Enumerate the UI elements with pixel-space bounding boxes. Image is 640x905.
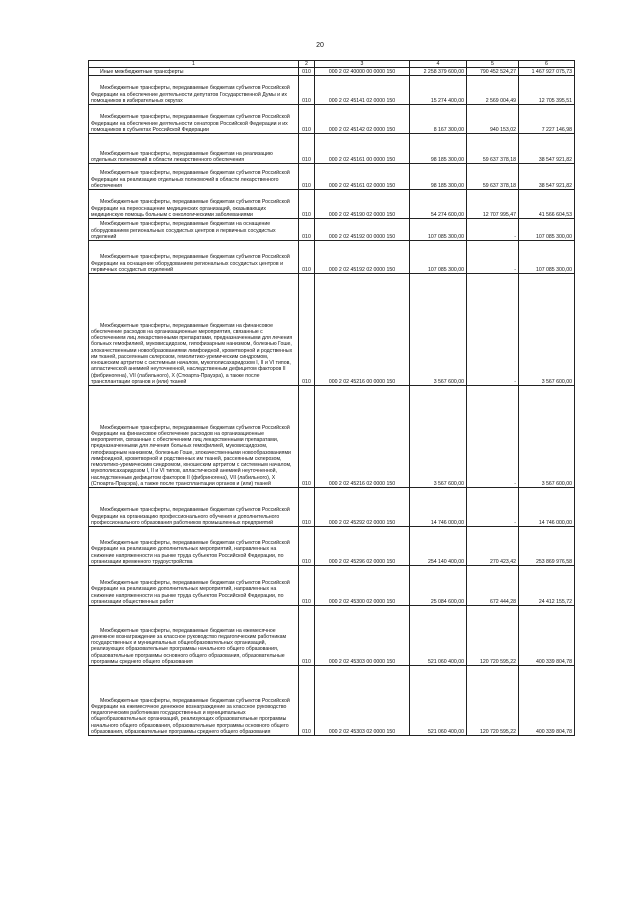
- row-unexecuted-cell: 253 869 976,58: [519, 527, 575, 566]
- row-code-cell: 010: [299, 190, 315, 219]
- table-row: [89, 105, 575, 134]
- row-kbk-cell: 000 2 02 45303 02 0000 150: [315, 666, 410, 736]
- row-approved-cell: 521 060 400,00: [410, 666, 467, 736]
- column-number-5: 5: [467, 61, 519, 68]
- row-executed-cell: -: [467, 241, 519, 274]
- row-executed-cell: 120 720 595,22: [467, 666, 519, 736]
- table-row: [89, 190, 575, 219]
- table-row: [89, 68, 575, 76]
- row-kbk-cell: 000 2 02 45141 02 0000 150: [315, 76, 410, 105]
- row-unexecuted-cell: 14 746 000,00: [519, 488, 575, 527]
- table-row: [89, 241, 575, 274]
- table-row: [89, 134, 575, 164]
- row-unexecuted-cell: 3 567 600,00: [519, 386, 575, 488]
- row-executed-cell: 2 569 004,49: [467, 76, 519, 105]
- table-row: [89, 666, 575, 736]
- row-name-cell: Межбюджетные трансферты, передаваемые бюджетам субъектов Российской Федерации на реализацию отдельных полномочий в области лекарственного обеспечения: [89, 164, 299, 190]
- row-name-cell: Межбюджетные трансферты, передаваемые бюджетам субъектов Российской Федерации на обеспечение деятельности сенаторов Российской Федерации и их помощников в субъектах Российской Федерации: [89, 105, 299, 134]
- row-kbk-cell: 000 2 02 45216 02 0000 150: [315, 386, 410, 488]
- row-unexecuted-cell: 107 085 300,00: [519, 241, 575, 274]
- row-code-cell: 010: [299, 68, 315, 76]
- table-row: [89, 386, 575, 488]
- row-approved-cell: 521 060 400,00: [410, 606, 467, 666]
- row-unexecuted-cell: 7 227 146,98: [519, 105, 575, 134]
- table-row: [89, 527, 575, 566]
- row-executed-cell: 270 423,42: [467, 527, 519, 566]
- row-name-cell: Межбюджетные трансферты, передаваемые бюджетам на оснащение оборудованием региональных сосудистых центров и первичных сосудистых отделений: [89, 219, 299, 241]
- row-kbk-cell: 000 2 02 45300 02 0000 150: [315, 566, 410, 606]
- column-number-row: [89, 61, 575, 68]
- table-row: [89, 76, 575, 105]
- table-row: [89, 219, 575, 241]
- table-row: [89, 488, 575, 527]
- row-code-cell: 010: [299, 386, 315, 488]
- row-code-cell: 010: [299, 105, 315, 134]
- row-code-cell: 010: [299, 219, 315, 241]
- row-unexecuted-cell: 38 547 921,82: [519, 134, 575, 164]
- row-approved-cell: 15 274 400,00: [410, 76, 467, 105]
- row-executed-cell: 790 452 524,27: [467, 68, 519, 76]
- row-name-cell: Межбюджетные трансферты, передаваемые бюджетам на финансовое обеспечение расходов на организационные мероприятия, связанные с обеспечением лиц лекарственными препаратами, предназначенными для лечения больных гемофилией, муковисцидозом, гипофизарным нанизмом, болезнью Гоше, злокачественными новообразованиями лимфоидной, кроветворной и родственных им тканей, рассеянным склерозом, гемолитико-уремическим синдромом, юношеским артритом с системным началом, мукополисахаридозом I, II и VI типов, апластической анемией неуточненной, наследственным дефицитом факторов II (фибриногена), VII (лабильного), X (Стюарта-Прауэра), а также после трансплантации органов и (или) тканей: [89, 274, 299, 386]
- column-number-1: 1: [89, 61, 299, 68]
- row-unexecuted-cell: 12 705 395,51: [519, 76, 575, 105]
- column-number-3: 3: [315, 61, 410, 68]
- row-unexecuted-cell: 400 339 804,78: [519, 606, 575, 666]
- row-code-cell: 010: [299, 134, 315, 164]
- row-unexecuted-cell: 3 567 600,00: [519, 274, 575, 386]
- row-approved-cell: 107 085 300,00: [410, 241, 467, 274]
- row-code-cell: 010: [299, 606, 315, 666]
- row-executed-cell: 672 444,28: [467, 566, 519, 606]
- table-row: [89, 164, 575, 190]
- row-approved-cell: 54 274 600,00: [410, 190, 467, 219]
- row-executed-cell: -: [467, 386, 519, 488]
- table-row: [89, 274, 575, 386]
- row-code-cell: 010: [299, 274, 315, 386]
- row-name-cell: Межбюджетные трансферты, передаваемые бюджетам субъектов Российской Федерации на финансовое обеспечение расходов на организационные мероприятия, связанные с обеспечением лиц лекарственными препаратами, предназначенными для лечения больных гемофилией, муковисцидозом, гипофизарным нанизмом, болезнью Гоше, злокачественными новообразованиями лимфоидной, кроветворной и родственных им тканей, рассеянным склерозом, гемолитико-уремическим синдромом, юношеским артритом с системным началом, мукополисахаридозом I, II и VI типов, апластической анемией неуточненной, наследственным дефицитом факторов II (фибриногена), VII (лабильного), X (Стюарта-Прауэра), а также после трансплантации органов и (или) тканей: [89, 386, 299, 488]
- row-kbk-cell: 000 2 02 45303 00 0000 150: [315, 606, 410, 666]
- row-code-cell: 010: [299, 527, 315, 566]
- table-row: [89, 566, 575, 606]
- row-unexecuted-cell: 41 566 604,53: [519, 190, 575, 219]
- row-name-cell: Межбюджетные трансферты, передаваемые бюджетам субъектов Российской Федерации на реализацию дополнительных мероприятий, направленных на снижение напряженности на рынке труда субъектов Российской Федерации, по организации общественных работ: [89, 566, 299, 606]
- row-approved-cell: 3 567 600,00: [410, 274, 467, 386]
- row-executed-cell: 120 720 595,22: [467, 606, 519, 666]
- row-unexecuted-cell: 24 412 155,72: [519, 566, 575, 606]
- row-approved-cell: 98 185 300,00: [410, 164, 467, 190]
- row-name-cell: Межбюджетные трансферты, передаваемые бюджетам на ежемесячное денежное вознаграждение за классное руководство педагогическим работникам государственных и муниципальных общеобразовательных организаций, реализующих образовательные программы начального общего образования, образовательные программы основного общего образования, образовательные программы среднего общего образования: [89, 606, 299, 666]
- row-code-cell: 010: [299, 566, 315, 606]
- row-executed-cell: -: [467, 219, 519, 241]
- row-executed-cell: 940 153,02: [467, 105, 519, 134]
- row-name-cell: Межбюджетные трансферты, передаваемые бюджетам субъектов Российской Федерации на организацию профессионального обучения и дополнительного профессионального образования работников промышленных предприятий: [89, 488, 299, 527]
- row-code-cell: 010: [299, 76, 315, 105]
- row-approved-cell: 8 167 300,00: [410, 105, 467, 134]
- row-kbk-cell: 000 2 02 45190 02 0000 150: [315, 190, 410, 219]
- row-unexecuted-cell: 1 467 927 075,73: [519, 68, 575, 76]
- report-table-body: [89, 61, 575, 736]
- row-approved-cell: 3 567 600,00: [410, 386, 467, 488]
- row-name-cell: Межбюджетные трансферты, передаваемые бюджетам субъектов Российской Федерации на ежемесячное денежное вознаграждение за классное руководство педагогическим работникам государственных и муниципальных общеобразовательных организаций, реализующих образовательные программы начального общего образования, образовательные программы основного общего образования, образовательные программы среднего общего образования: [89, 666, 299, 736]
- row-name-cell: Межбюджетные трансферты, передаваемые бюджетам субъектов Российской Федерации на переоснащение медицинских организаций, оказывающих медицинскую помощь больным с онкологическими заболеваниями: [89, 190, 299, 219]
- column-number-4: 4: [410, 61, 467, 68]
- row-approved-cell: 254 140 400,00: [410, 527, 467, 566]
- row-code-cell: 010: [299, 164, 315, 190]
- column-number-6: 6: [519, 61, 575, 68]
- row-unexecuted-cell: 107 085 300,00: [519, 219, 575, 241]
- page-number: 20: [316, 42, 324, 49]
- row-kbk-cell: 000 2 02 45142 02 0000 150: [315, 105, 410, 134]
- row-name-cell: Межбюджетные трансферты, передаваемые бюджетам субъектов Российской Федерации на реализацию дополнительных мероприятий, направленных на снижение напряженности на рынке труда субъектов Российской Федерации, по организации временного трудоустройства: [89, 527, 299, 566]
- row-kbk-cell: 000 2 02 45192 02 0000 150: [315, 241, 410, 274]
- row-code-cell: 010: [299, 241, 315, 274]
- row-kbk-cell: 000 2 02 45192 00 0000 150: [315, 219, 410, 241]
- row-executed-cell: 59 637 378,18: [467, 164, 519, 190]
- row-approved-cell: 14 746 000,00: [410, 488, 467, 527]
- row-kbk-cell: 000 2 02 45296 02 0000 150: [315, 527, 410, 566]
- table-row: [89, 606, 575, 666]
- row-executed-cell: 12 707 995,47: [467, 190, 519, 219]
- row-kbk-cell: 000 2 02 45292 02 0000 150: [315, 488, 410, 527]
- row-kbk-cell: 000 2 02 45161 02 0000 150: [315, 164, 410, 190]
- column-number-2: 2: [299, 61, 315, 68]
- row-code-cell: 010: [299, 666, 315, 736]
- row-approved-cell: 107 085 300,00: [410, 219, 467, 241]
- report-table: [88, 60, 575, 736]
- row-executed-cell: -: [467, 488, 519, 527]
- row-kbk-cell: 000 2 02 40000 00 0000 150: [315, 68, 410, 76]
- row-name-cell: Межбюджетные трансферты, передаваемые бюджетам субъектов Российской Федерации на обеспечение деятельности депутатов Государственной Думы и их помощников в избирательных округах: [89, 76, 299, 105]
- row-executed-cell: -: [467, 274, 519, 386]
- row-name-cell: Межбюджетные трансферты, передаваемые бюджетам субъектов Российской Федерации на оснащение оборудованием региональных сосудистых центров и первичных сосудистых отделений: [89, 241, 299, 274]
- row-unexecuted-cell: 400 339 804,78: [519, 666, 575, 736]
- row-name-cell: Иные межбюджетные трансферты: [89, 68, 299, 76]
- row-approved-cell: 98 185 300,00: [410, 134, 467, 164]
- row-name-cell: Межбюджетные трансферты, передаваемые бюджетам на реализацию отдельных полномочий в области лекарственного обеспечения: [89, 134, 299, 164]
- row-approved-cell: 2 258 379 600,00: [410, 68, 467, 76]
- row-approved-cell: 25 084 600,00: [410, 566, 467, 606]
- row-executed-cell: 59 637 378,18: [467, 134, 519, 164]
- row-kbk-cell: 000 2 02 45161 00 0000 150: [315, 134, 410, 164]
- row-code-cell: 010: [299, 488, 315, 527]
- row-unexecuted-cell: 38 547 921,82: [519, 164, 575, 190]
- row-kbk-cell: 000 2 02 45216 00 0000 150: [315, 274, 410, 386]
